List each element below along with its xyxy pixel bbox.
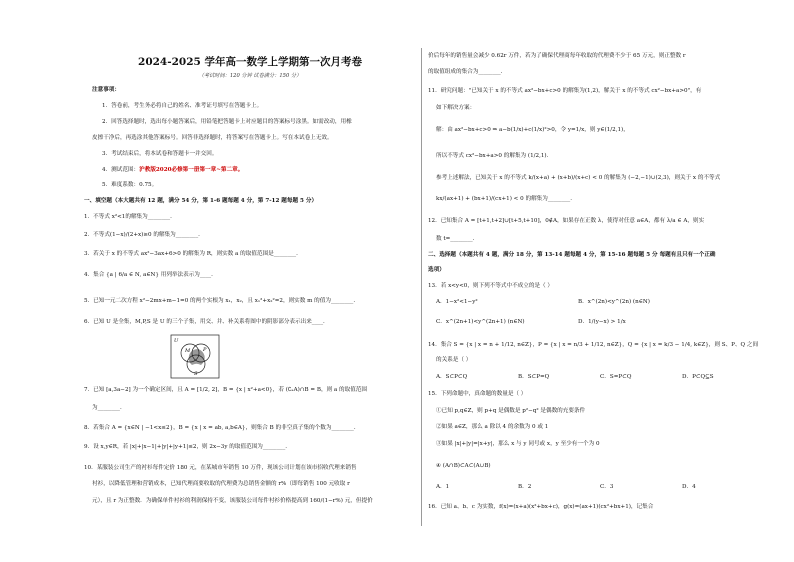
question-1: 1．不等式 x²<1的解集为________. [84,214,172,220]
venn-label-p: P [203,347,207,353]
question-15: 15．下列命题中，真命题的数量是（ ） [428,391,527,397]
question-13-option-d: D．1/(y−x) > 1/x [578,319,626,325]
question-14-cont: 的关系是（ ） [436,357,472,363]
notice-4-label: 4．测试范围： [102,167,140,173]
question-13-option-a: A．1−x²<1−y² [436,299,478,305]
question-11-task: 参考上述解法，已知关于 x 的不等式 k/(x+a) + (x+b)/(x+c) < 0 的解集为 (−2,−1)∪(2,3)，则关于 x 的不等式 [436,175,721,181]
question-10: 10．某服装公司生产的衬衫每件定价 180 元，在某城市年销售 10 万件，现该公司计划在该市招收代理来销售 [84,465,357,471]
question-11-task-cont: kx/(ax+1) + (bx+1)/(cx+1) < 0 的解集为________. [436,196,573,202]
exam-subtitle: （考试时间：120 分钟 试卷满分：150 分） [198,73,302,79]
notice-2-cont: 皮擦干净后，再选涂其他答案标号。回答非选择题时，将答案写在答题卡上。写在本试卷上无效。 [92,135,333,141]
notice-4 [102,167,243,174]
question-13: 13．若 x<y<0，则下列不等式中不成立的是（ ） [428,283,554,289]
question-13-option-c: C．x^(2n+1)<y^(2n+1) (n∈N) [436,319,525,325]
question-9: 9．设 x,y∈R，若 |x|+|x−1|+|y|+|y+1|≤2，则 2x−3y 的取值范围为________. [84,444,288,450]
question-7-cont: 为________. [92,405,122,411]
question-12: 12．已知集合 A = [t+1,t+2]∪[t+5,t+10]，0∉A，如果存在正数 λ，使得对任意 a∈A，都有 λ/a ∈ A，则实 [428,218,705,224]
question-8: 8．若集合 A = {x∈N | −1<x≤2}，B = {x | x = ab, a,b∈A}，则集合 B 的非空真子集的个数为________. [84,425,356,431]
question-11-solution-result: 所以不等式 cx²−bx+a>0 的解集为 (1/2,1)． [436,153,553,159]
question-15-option-c: C．3 [600,484,614,490]
question-15-statement-2: ②如果 a∈Z，那么 a 除以 4 的余数为 0 或 1 [436,424,549,430]
exam-title: 2024-2025 学年高一数学上学期第一次月考卷 [138,56,362,68]
notice-2: 2．回答选择题时，选出每小题答案后，用铅笔把答题卡上对应题目的答案标号涂黑。如需改动，用橡 [102,119,352,125]
section-2-heading: 二、选择题（本题共有 4 题，满分 18 分，第 13-14 题每题 4 分，第 15-16 题每题 5 分 每题有且只有一个正确 [428,252,716,258]
question-4: 4．集合 {a | 6/a ∈ N, a∈N} 用列举法表示为____. [84,272,213,278]
question-14-option-d: D．P⊂Q⊆S [682,374,714,380]
question-11: 11．研究问题："已知关于 x 的不等式 ax²−bx+c>0 的解集为(1,2)，解关于 x 的不等式 cx²−bx+a>0"，有 [428,88,702,94]
question-7: 7．已知 [a,3a−2] 为一个确定区间，且 A = [1/2, 2]，B = {x | x²+a<0}，若 (∁ₐA)∩B = B，则 a 的取值范围 [84,387,368,393]
test-scope: 沪教版2020必修第一册第一章~第二章。 [139,167,244,173]
notice-3: 3．考试结束后，将本试卷和答题卡一并交回。 [102,151,218,157]
venn-diagram [170,334,220,379]
venn-label-m: M [185,348,191,354]
notice-1: 1．答卷前，考生务必将自己的姓名、准考证号填写在答题卡上。 [102,103,263,109]
question-10-cont-1: 衬衫，以降低管理和营销成本，已知代理商要收取的代理费为总销售金额的 r%（即每销售 100 元收取 r [92,481,350,487]
notice-5: 5．难度系数：0.75。 [102,182,158,188]
venn-label-u: U [174,338,179,344]
question-3: 3．若关于 x 的不等式 ax²−3ax+6>0 的解集为 R，则实数 a 的取值范围是________. [84,251,298,257]
question-15-option-d: D．4 [682,484,696,490]
question-15-option-a: A．1 [436,484,450,490]
question-15-statement-4: ④ (A∩B)⊂A⊂(A∪B) [436,463,491,469]
venn-label-s: S [194,371,198,377]
section-1-heading: 一、填空题（本大题共有 12 题，满分 54 分，第 1-6 题每题 4 分，第 7-12 题每题 5 分） [84,198,318,204]
question-14-option-c: C．S=P⊂Q [600,374,632,380]
question-12-cont: 数 t=________. [436,236,475,242]
section-2-heading-cont: 选项） [428,267,445,273]
question-10-cont-3: 价后每年的销售量会减少 0.62r 万件，若为了确保代理商每年收取的代理费不少于 65 万元，则正整数 r [428,53,686,59]
question-11-cont-1: 如下解决方案： [436,105,476,111]
question-16: 16．已知 a、b、c 为实数，f(x)=(x+a)(x²+bx+c)，g(x)=(ax+1)(cx²+bx+1)，记集合 [428,504,654,510]
question-15-option-b: B．2 [518,484,532,490]
question-13-option-b: B．x^(2n)<y^(2n) (n∈N) [578,299,650,305]
question-2: 2．不等式(1−x)/(2+x)≥0 的解集为________. [84,232,200,238]
question-14-option-b: B．S⊂P=Q [518,374,550,380]
question-10-cont-4: 的取值组成的集合为________. [428,69,503,75]
left-column [84,0,416,562]
column-divider [421,48,422,526]
question-11-solution: 解：由 ax²−bx+c>0 ⇒ a−b(1/x)+c(1/x)²>0，令 y=1/x，则 y∈(1/2,1)， [436,127,629,133]
question-14-option-a: A．S⊂P⊂Q [436,374,468,380]
question-5: 5．已知一元二次方程 x²−2mx+m−1=0 的两个实根为 x₁，x₂，且 x₁²+x₂²=2，则实数 m 的值为________. [84,298,356,304]
question-6: 6．已知 U 是全集，M,P,S 是 U 的三个子集，用交、并、补关系将图中的阴影部分表示出来____. [84,319,325,325]
notice-heading: 注意事项： [92,87,120,93]
question-15-statement-1: ①已知 p,q∈Z，则 p+q 是偶数是 p²−q² 是偶数的充要条件 [436,408,586,414]
question-14: 14．集合 S = {x | x = n + 1/12, n∈Z}，P = {x | x = n/3 + 1/12, n∈Z}，Q = {x | x = k/3 − 1/4, k∈Z}，则 S、P、Q 之间 [428,342,759,348]
question-15-statement-3: ③如果 |x|+|y|=|x+y|，那么 x 与 y 同号或 x，y 至少有一个为 0 [436,441,600,447]
right-column [428,0,764,562]
question-10-cont-2: 元），且 r 为正整数．为确保单件衬衫的利润保持不变，该服装公司每件衬衫价格提高到 160/(1−r%) 元，但提价 [92,498,373,504]
